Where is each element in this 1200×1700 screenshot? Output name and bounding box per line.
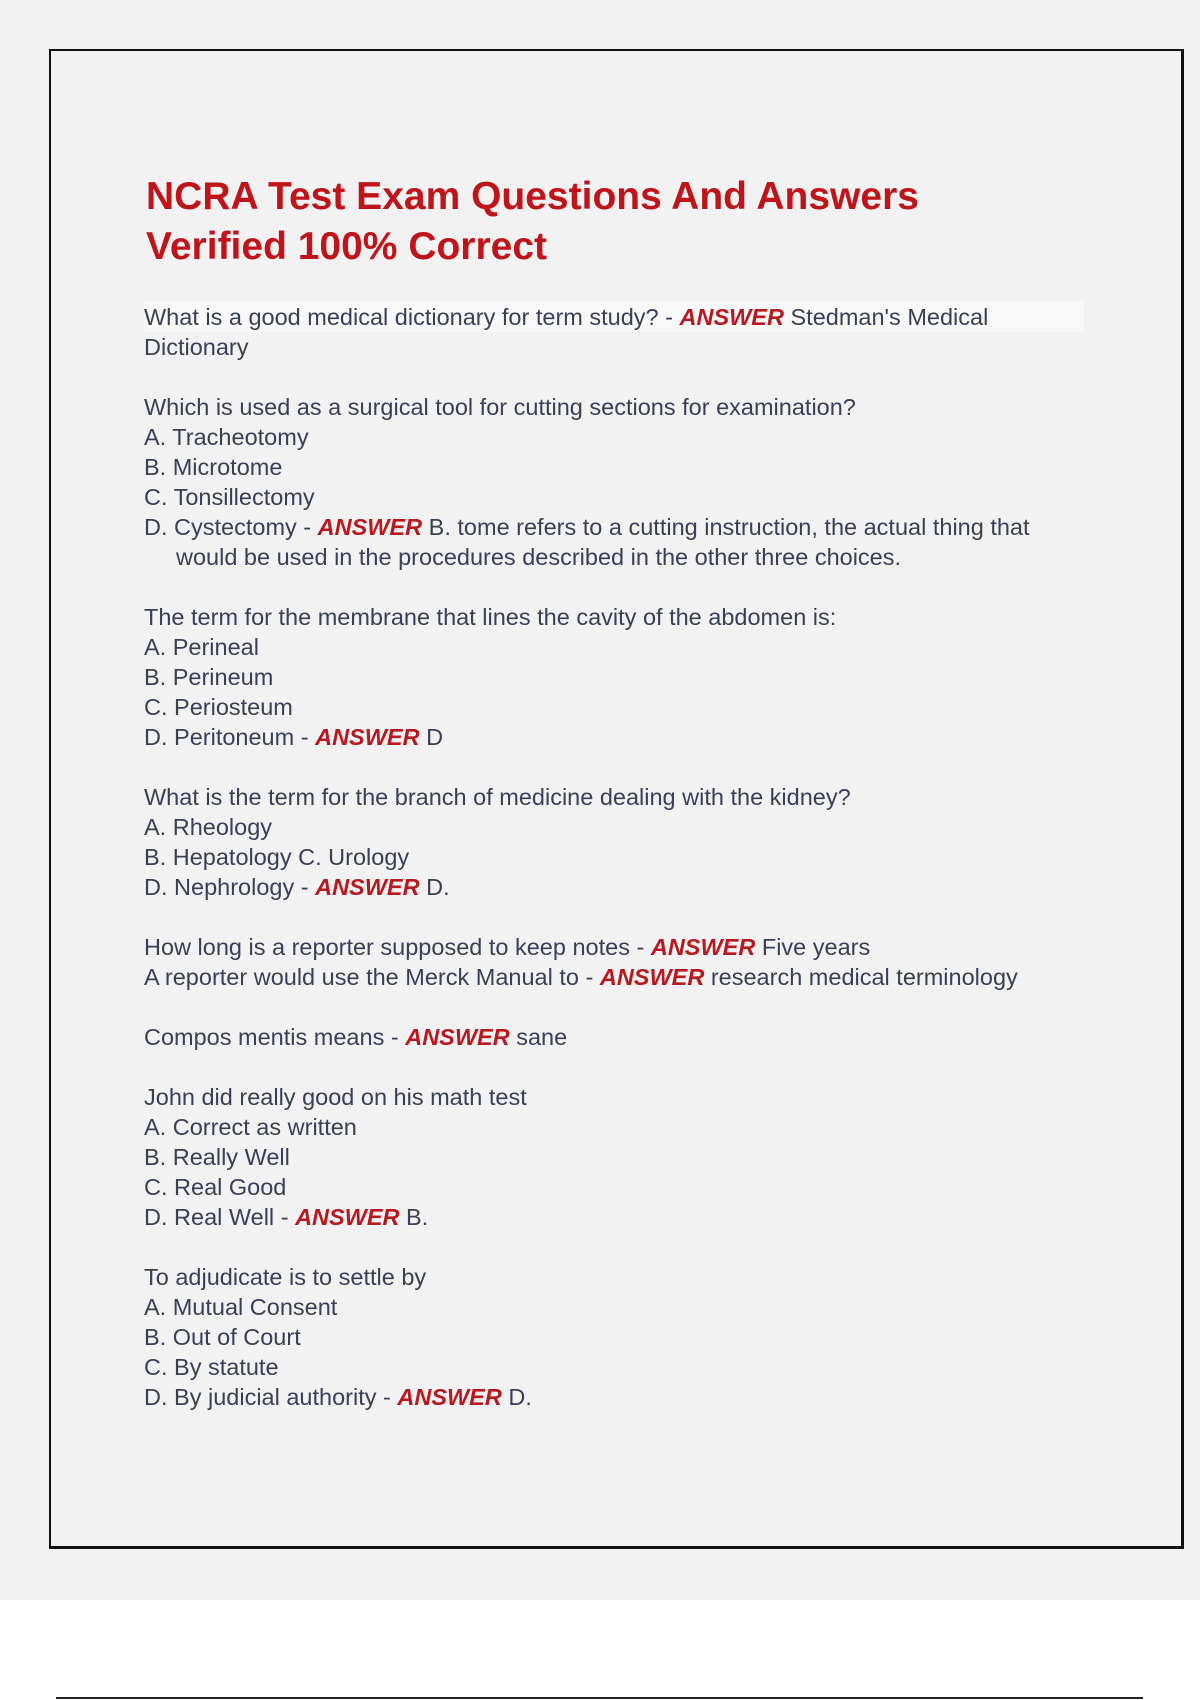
- answer-text: D: [426, 724, 444, 750]
- option-d: D. Peritoneum: [144, 724, 295, 750]
- dash-separator: -: [658, 304, 680, 330]
- question-text: John did really good on his math test: [144, 1084, 527, 1110]
- option-d-with-answer: [144, 722, 1084, 752]
- answer-label: ANSWER: [679, 304, 784, 330]
- qa-list: [144, 302, 1084, 1412]
- title-line-2: Verified 100% Correct: [146, 225, 548, 268]
- option-a: A. Perineal: [144, 634, 259, 660]
- option-d-with-answer: [144, 512, 1084, 542]
- question-text: To adjudicate is to settle by: [144, 1264, 427, 1290]
- dash-separator: -: [294, 724, 316, 750]
- dash-separator: -: [274, 1204, 296, 1230]
- answer-label: ANSWER: [295, 1204, 400, 1230]
- qa-item-7: [144, 1022, 1084, 1052]
- option-c: C. By statute: [144, 1354, 279, 1380]
- answer-label: ANSWER: [650, 934, 756, 960]
- qa-item-3: [144, 602, 1084, 752]
- option-c: C. Tonsillectomy: [144, 484, 315, 510]
- question-line: [144, 932, 1084, 962]
- question-text: Compos mentis means: [144, 1024, 385, 1050]
- answer-text: Stedman's Medical: [790, 304, 989, 330]
- option-c: C. Periosteum: [144, 694, 293, 720]
- dash-separator: -: [384, 1024, 406, 1050]
- option-a: A. Tracheotomy: [144, 424, 309, 450]
- option-b-c: B. Hepatology C. Urology: [144, 844, 410, 870]
- option-d-with-answer: [144, 872, 1084, 902]
- answer-label: ANSWER: [599, 964, 705, 990]
- question-text: What is the term for the branch of medicine dealing with the kidney?: [144, 784, 851, 810]
- answer-text: B. tome refers to a cutting instruction, the actual thing that: [428, 514, 1030, 540]
- question-text: The term for the membrane that lines the cavity of the abdomen is:: [144, 604, 837, 630]
- answer-continuation: would be used in the procedures described in the other three choices.: [176, 544, 902, 570]
- option-c: C. Real Good: [144, 1174, 287, 1200]
- title-line-1: NCRA Test Exam Questions And Answers: [146, 175, 919, 218]
- option-d-with-answer: [144, 1202, 1084, 1232]
- option-d: D. By judicial authority: [144, 1384, 377, 1410]
- answer-label: ANSWER: [317, 514, 423, 540]
- question-line: [144, 962, 1084, 992]
- option-d: D. Real Well: [144, 1204, 275, 1230]
- answer-text: B.: [406, 1204, 429, 1230]
- answer-label: ANSWER: [315, 874, 420, 900]
- answer-text-continued: Dictionary: [144, 334, 249, 360]
- document-title: [146, 172, 1086, 272]
- question-line: [144, 302, 1084, 332]
- option-d: D. Cystectomy: [144, 514, 297, 540]
- footer-divider: [56, 1697, 1143, 1699]
- dash-separator: -: [376, 1384, 398, 1410]
- answer-text: Five years: [761, 934, 871, 960]
- qa-item-2: [144, 392, 1084, 572]
- option-b: B. Out of Court: [144, 1324, 301, 1350]
- question-text: What is a good medical dictionary for term study?: [144, 304, 659, 330]
- qa-item-5: [144, 932, 1084, 962]
- qa-item-6: [144, 962, 1084, 992]
- option-b: B. Really Well: [144, 1144, 290, 1170]
- answer-text: D.: [508, 1384, 532, 1410]
- question-text: Which is used as a surgical tool for cutting sections for examination?: [144, 394, 856, 420]
- question-text: A reporter would use the Merck Manual to: [144, 964, 579, 990]
- question-line: [144, 1022, 1084, 1052]
- option-d: D. Nephrology: [144, 874, 295, 900]
- dash-separator: -: [629, 934, 651, 960]
- dash-separator: -: [294, 874, 316, 900]
- option-d-with-answer: [144, 1382, 1084, 1412]
- answer-continuation: [144, 332, 1084, 362]
- dash-separator: -: [578, 964, 600, 990]
- dash-separator: -: [296, 514, 318, 540]
- option-a: A. Mutual Consent: [144, 1294, 338, 1320]
- option-b: B. Microtome: [144, 454, 283, 480]
- question-text: How long is a reporter supposed to keep notes: [144, 934, 630, 960]
- answer-text: D.: [426, 874, 450, 900]
- option-b: B. Perineum: [144, 664, 274, 690]
- qa-item-8: [144, 1082, 1084, 1232]
- answer-label: ANSWER: [405, 1024, 510, 1050]
- qa-item-9: [144, 1262, 1084, 1412]
- answer-text: research medical terminology: [710, 964, 1018, 990]
- answer-text: sane: [516, 1024, 568, 1050]
- answer-label: ANSWER: [315, 724, 420, 750]
- qa-item-4: [144, 782, 1084, 902]
- option-a: A. Correct as written: [144, 1114, 357, 1140]
- qa-item-1: [144, 302, 1084, 362]
- option-a: A. Rheology: [144, 814, 273, 840]
- answer-label: ANSWER: [397, 1384, 502, 1410]
